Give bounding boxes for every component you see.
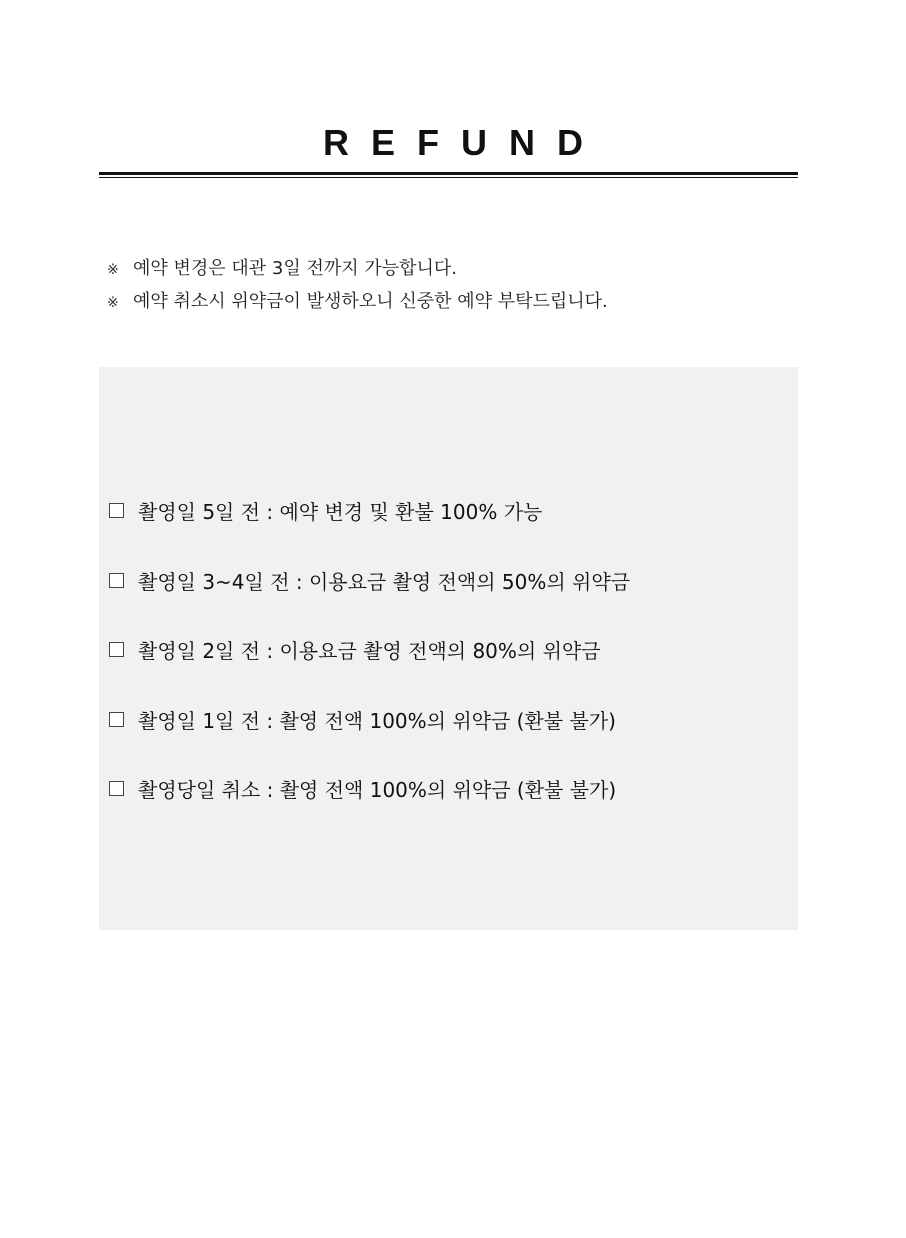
policy-text: 촬영일 3~4일 전 : 이용요금 촬영 전액의 50%의 위약금: [138, 569, 631, 594]
policy-text: 촬영일 1일 전 : 촬영 전액 100%의 위약금 (환불 불가): [138, 708, 616, 733]
policy-item: [109, 700, 630, 739]
checkbox-icon[interactable]: [109, 642, 124, 657]
notice-text: 예약 변경은 대관 3일 전까지 가능합니다.: [133, 258, 457, 279]
policy-item: [109, 491, 630, 530]
checkbox-icon[interactable]: [109, 573, 124, 588]
policy-text: 촬영일 5일 전 : 예약 변경 및 환불 100% 가능: [138, 500, 543, 524]
title-divider-thin: [99, 177, 798, 178]
policy-item: [109, 769, 630, 808]
checkbox-icon[interactable]: [109, 712, 124, 727]
refund-policy-list: [109, 491, 630, 839]
policy-text: 촬영당일 취소 : 촬영 전액 100%의 위약금 (환불 불가): [138, 778, 617, 802]
policy-item: [109, 561, 630, 600]
refund-policy-panel: [99, 367, 798, 930]
reference-mark-icon: ※: [107, 295, 119, 311]
page-title: REFUND: [323, 122, 605, 163]
policy-text: 촬영일 2일 전 : 이용요금 촬영 전액의 80%의 위약금: [138, 639, 601, 663]
policy-item: [109, 630, 630, 669]
notice-text: 예약 취소시 위약금이 발생하오니 신중한 예약 부탁드립니다.: [133, 291, 608, 312]
title-divider-thick: [99, 172, 798, 175]
reference-mark-icon: ※: [107, 262, 119, 278]
checkbox-icon[interactable]: [109, 781, 124, 796]
checkbox-icon[interactable]: [109, 503, 124, 518]
notice-item: [107, 253, 807, 286]
notice-item: [107, 286, 807, 319]
notice-list: [107, 253, 807, 319]
